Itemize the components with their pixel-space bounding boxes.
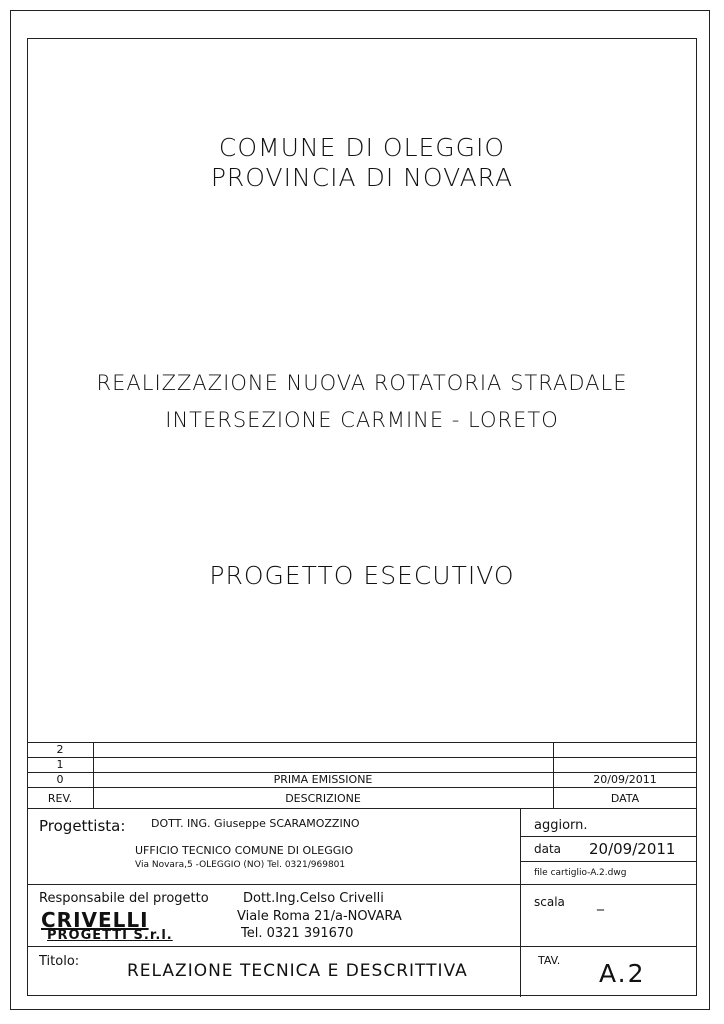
revision-date: 20/09/2011 [593,773,657,786]
progettista-name: DOTT. ING. Giuseppe SCARAMOZZINO [151,817,360,830]
divider [27,946,697,947]
tav-label: TAV. [538,954,561,967]
aggiorn-label: aggiorn. [534,818,588,833]
responsabile-phone: Tel. 0321 391670 [241,926,354,941]
responsabile-address: Viale Roma 21/a-NOVARA [237,909,402,924]
divider [27,884,697,885]
responsabile-name: Dott.Ing.Celso Crivelli [243,891,384,906]
divider [520,809,521,997]
responsabile-label: Responsabile del progetto [39,891,209,906]
ufficio-indirizzo: Via Novara,5 -OLEGGIO (NO) Tel. 0321/969801 [135,860,346,870]
project-title-line1: REALIZZAZIONE NUOVA ROTATORIA STRADALE [96,371,628,395]
data-value: 20/09/2011 [589,840,676,858]
file-name: file cartiglio-A.2.dwg [534,868,627,878]
ufficio-tecnico: UFFICIO TECNICO COMUNE DI OLEGGIO [135,844,354,857]
title-block [27,808,697,996]
scala-label: scala [534,895,565,909]
revision-table [27,742,697,808]
divider [520,861,697,862]
scala-value: _ [597,895,604,911]
project-phase: PROGETTO ESECUTIVO [209,561,515,590]
revision-row [27,758,697,773]
description-header: DESCRIZIONE [285,792,361,805]
revision-header-row [27,788,697,809]
document-title: RELAZIONE TECNICA E DESCRITTIVA [127,961,468,981]
date-header: DATA [610,792,640,805]
company-logo-name: CRIVELLI [41,908,149,932]
progettista-label: Progettista: [39,817,126,835]
revision-number: 1 [56,758,64,771]
provincia-title: PROVINCIA DI NOVARA [210,163,514,192]
revision-number: 2 [56,743,64,756]
titolo-label: Titolo: [39,954,80,969]
project-title-line2: INTERSEZIONE CARMINE - LORETO [165,408,559,432]
column-divider [553,743,554,809]
column-divider [93,743,94,809]
company-logo-subtitle: PROGETTI S.r.l. [47,928,173,943]
rev-header: REV. [47,792,73,805]
revision-description: PRIMA EMISSIONE [273,773,373,786]
tav-value: A.2 [599,959,646,988]
revision-row [27,773,697,788]
comune-title: COMUNE DI OLEGGIO [218,133,506,162]
divider [520,836,697,837]
revision-number: 0 [56,773,64,786]
revision-row [27,743,697,758]
data-label: data [534,842,562,856]
